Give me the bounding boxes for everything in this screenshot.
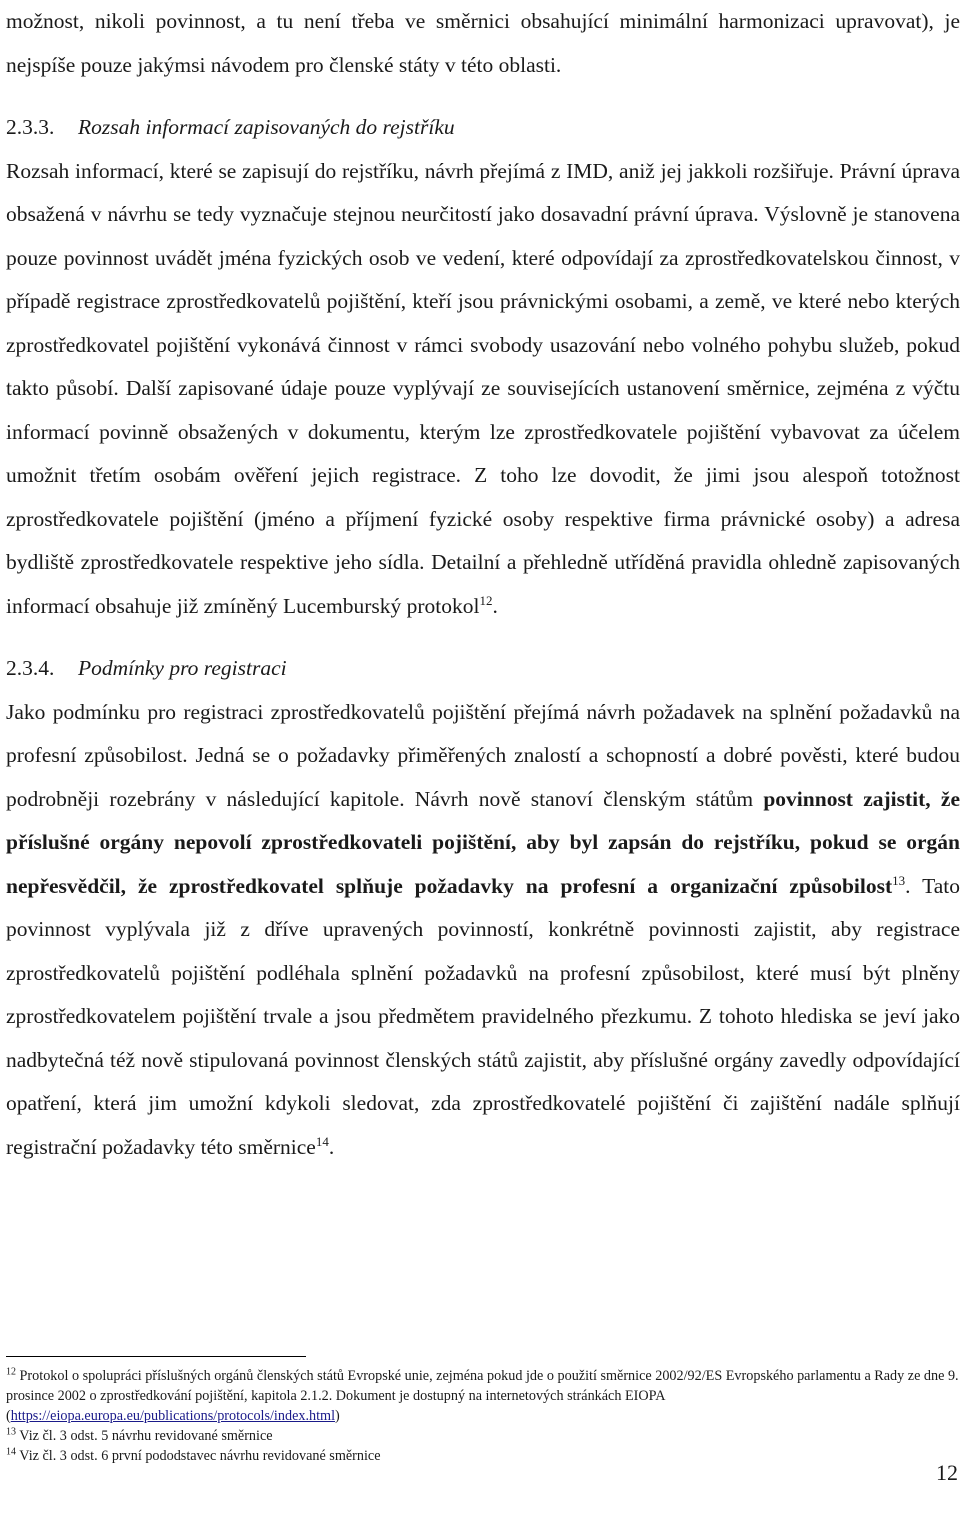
footnote-separator bbox=[6, 1356, 306, 1357]
section-title: Rozsah informací zapisovaných do rejstříku bbox=[78, 115, 455, 139]
footnotes bbox=[6, 1366, 960, 1466]
paragraph-registration: Jako podmínku pro registraci zprostředkovatelů pojištění přejímá návrh požadavek na splnění požadavků na profesní způsobilost. Jedná se o požadavky přiměřených znalostí a schopností a dobré pověsti, které budou podrobněji rozebrány v následující kapitole. Návrh nově stanoví členským státům povinnost zajistit, že příslušné orgány nepovolí zprostředkovateli pojištění, aby byl zapsán do rejstříku, pokud se orgán nepřesvědčil, že zprostředkovatel splňuje požadavky na profesní a organizační způsobilost$^{13}$. Tato povinnost vyplývala již z dříve upravených povinností, konkrétně povinnosti zajistit, aby registrace zprostředkovatelů pojištění podléhala splnění požadavků na profesní způsobilost, které musí být plněny zprostředkovatelem pojištění trvale a jsou předmětem pravidelného přezkumu. Z tohoto hlediska se jeví jako nadbytečná též nově stipulovaná povinnost členských států zajistit, aby příslušné orgány zavedly odpovídající opatření, která jim umožní kdykoli sledovat, zda zprostředkovatelé pojištění či zajištění nadále splňují registrační požadavky této směrnice$^{14}$. bbox=[6, 699, 960, 1159]
footnote-ref-12[interactable]: 12 bbox=[479, 592, 493, 608]
paragraph-intro: možnost, nikoli povinnost, a tu není třeba ve směrnici obsahující minimální harmonizaci upravovat), je nejspíše pouze jakýmsi návodem pro členské státy v této oblasti. bbox=[6, 9, 960, 77]
bold-emphasis: povinnost zajistit, že příslušné orgány nepovolí zprostředkovateli pojištění, aby byl zapsán do rejstříku, pokud se orgán nepřesvědčil, že zprostředkovatel splňuje požadavky na profesní a organizační způsobilost bbox=[6, 786, 960, 898]
section-heading-2-3-3 bbox=[6, 106, 960, 150]
document-body bbox=[6, 0, 960, 1169]
section-number: 2.3.3. bbox=[6, 115, 55, 139]
section-heading-2-3-4 bbox=[6, 647, 960, 691]
page-number: 12 bbox=[936, 1460, 958, 1485]
footnote-13: $^{13}$ Viz čl. 3 odst. 5 návrhu revidované směrnice bbox=[6, 1426, 273, 1444]
eiopa-link[interactable]: https://eiopa.europa.eu/publications/protocols/index.html bbox=[10, 1408, 336, 1424]
footnote-14: $^{14}$ Viz čl. 3 odst. 6 první pododstavec návrhu revidované směrnice bbox=[6, 1446, 381, 1464]
footnote-ref-13[interactable]: 13 bbox=[892, 872, 906, 888]
section-title: Podmínky pro registraci bbox=[78, 656, 287, 680]
section-number: 2.3.4. bbox=[6, 656, 55, 680]
footnote-12: $^{12}$ Protokol o spolupráci příslušných orgánů členských států Evropské unie, zejména pokud jde o použití směrnice 2002/92/ES Evropského parlamentu a Rady ze dne 9. prosince 2002 o zprostředkování pojištění, kapitola 2.1.2. Dokument je dostupný na internetových stránkách EIOPA (https://eiopa.europa.eu/publications/protocols/index.html) bbox=[6, 1366, 959, 1424]
footnote-ref-14[interactable]: 14 bbox=[315, 1133, 329, 1149]
paragraph-scope: Rozsah informací, které se zapisují do rejstříku, návrh přejímá z IMD, aniž jej jakkoli rozšiřuje. Právní úprava obsažená v návrhu se tedy vyznačuje stejnou neurčitostí jako dosavadní právní úprava. Výslovně je stanovena pouze povinnost uvádět jména fyzických osob ve vedení, které odpovídají za zprostředkovatelskou činnost, v případě registrace zprostředkovatelů pojištění, kteří jsou právnickými osobami, a země, ve které nebo kterých zprostředkovatel pojištění vykonává činnost v rámci svobody usazování nebo volného pohybu služeb, pokud takto působí. Další zapisované údaje pouze vyplývají ze souvisejících ustanovení směrnice, zejména z výčtu informací povinně obsažených v dokumentu, kterým lze zprostředkovatele pojištění vybavovat za účelem umožnit třetím osobám ověření jejich registrace. Z toho lze dovodit, že jimi jsou alespoň totožnost zprostředkovatele pojištění (jméno a příjmení fyzické osoby respektive firma právnické osoby) a adresa bydliště zprostředkovatele respektive jeho sídla. Detailní a přehledně utříděná pravidla ohledně zapisovaných informací obsahuje již zmíněný Lucemburský protokol$^{12}$. bbox=[6, 158, 960, 618]
